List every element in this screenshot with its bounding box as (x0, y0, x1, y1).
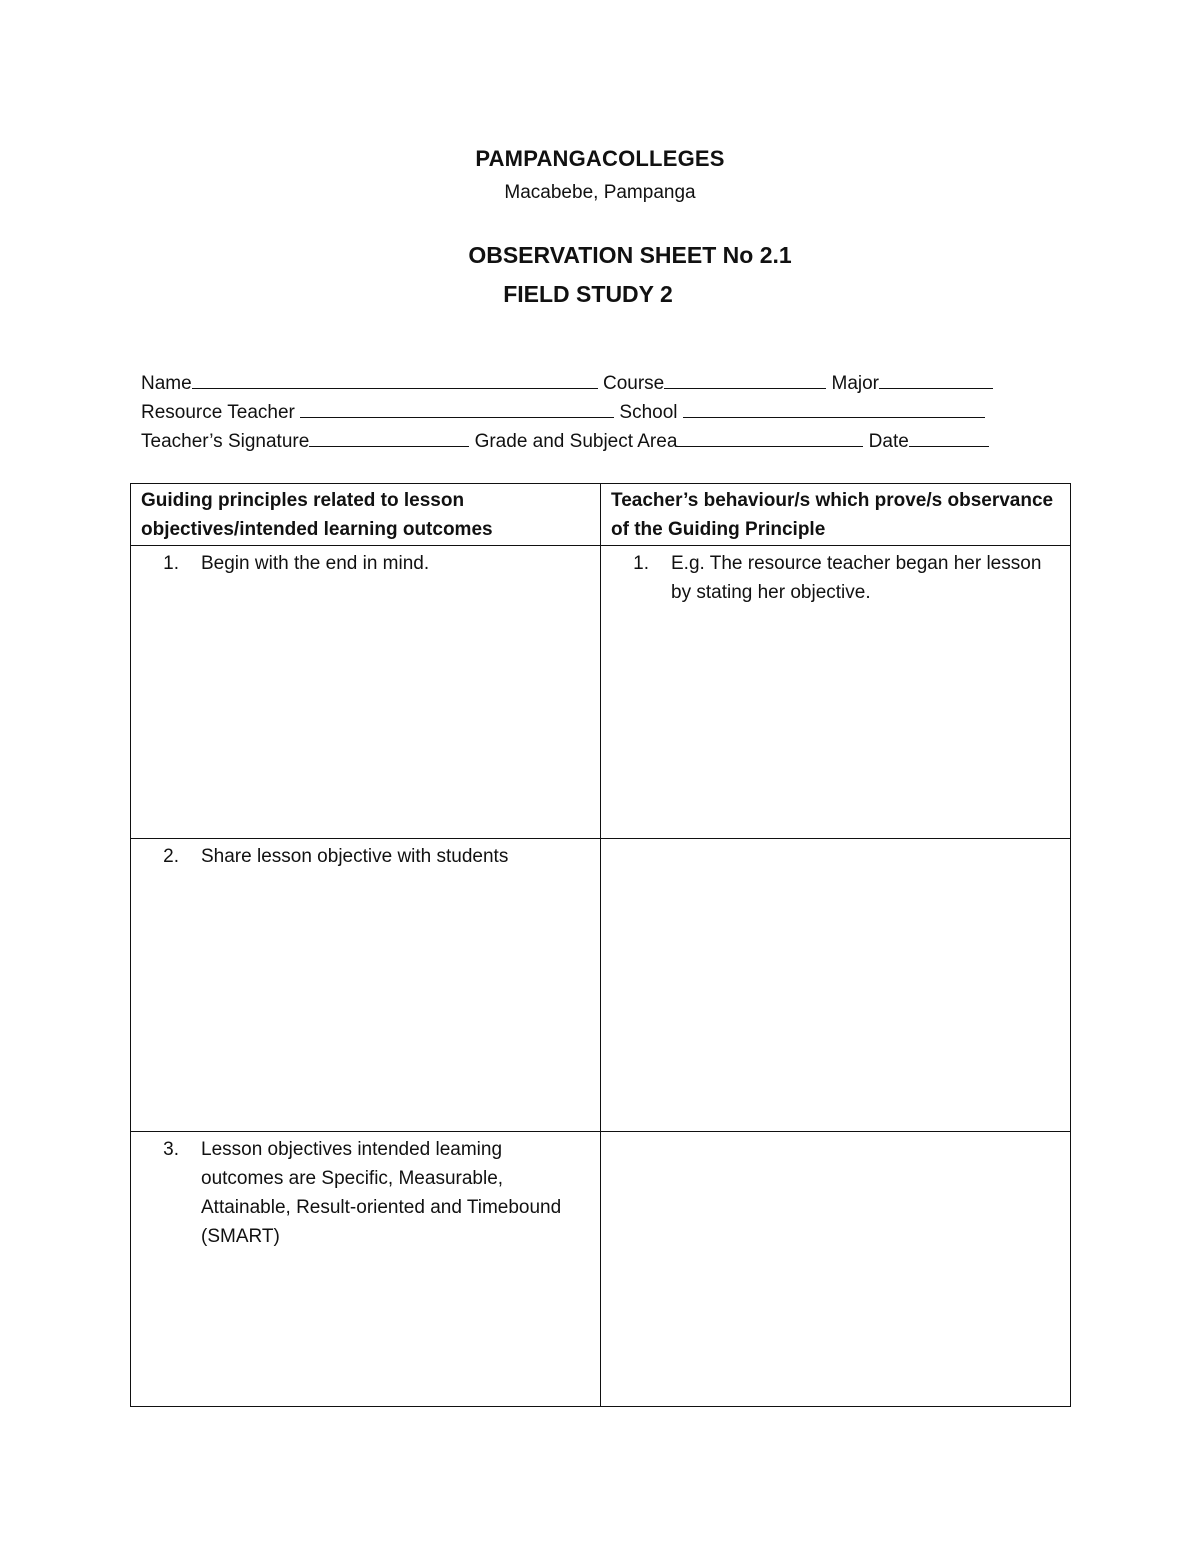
signature-blank[interactable] (309, 429, 469, 447)
sheet-title: OBSERVATION SHEET No 2.1 (468, 242, 792, 268)
course-label: Course (602, 373, 665, 394)
name-blank[interactable] (192, 371, 598, 389)
table-row (131, 546, 1071, 839)
school-label: School (619, 402, 678, 423)
date-blank[interactable] (909, 429, 989, 447)
major-label: Major (831, 373, 880, 394)
principle-number: 3. (163, 1139, 179, 1160)
info-line-teacher-school (141, 400, 985, 425)
date-label: Date (868, 431, 909, 452)
behaviour-text: E.g. The resource teacher began her lesson by stating her objective. (671, 553, 1042, 603)
major-blank[interactable] (879, 371, 993, 389)
behaviour-number: 1. (633, 553, 649, 574)
resource-teacher-blank[interactable] (300, 400, 614, 418)
table-header-row (131, 484, 1071, 546)
info-line-signature-grade-date (141, 429, 989, 454)
principle-text: Begin with the end in mind. (201, 553, 430, 574)
observation-table (130, 483, 1071, 1407)
signature-label: Teacher’s Signature (141, 431, 310, 452)
grade-subject-label: Grade and Subject Area (474, 431, 678, 452)
info-line-name-course-major (141, 371, 993, 396)
behaviour-cell[interactable] (601, 1132, 1071, 1407)
principle-cell (131, 839, 601, 1132)
name-label: Name (141, 373, 192, 394)
behaviour-cell[interactable] (601, 546, 1071, 839)
table-row (131, 1132, 1071, 1407)
resource-teacher-label: Resource Teacher (141, 402, 295, 423)
principles-column-header: Guiding principles related to lesson objectives/intended learning outcomes (131, 484, 601, 546)
principle-cell (131, 546, 601, 839)
college-name: PAMPANGACOLLEGES (475, 146, 725, 171)
principle-text: Lesson objectives intended leaming outcomes are Specific, Measurable, Attainable, Result-oriented and Timebound (SMART) (201, 1139, 562, 1247)
principle-text: Share lesson objective with students (201, 846, 509, 867)
course-blank[interactable] (664, 371, 826, 389)
sheet-subtitle: FIELD STUDY 2 (503, 281, 673, 307)
behaviour-column-header: Teacher’s behaviour/s which prove/s observance of the Guiding Principle (601, 484, 1071, 546)
college-location: Macabebe, Pampanga (504, 182, 696, 203)
principle-number: 2. (163, 846, 179, 867)
grade-subject-blank[interactable] (677, 429, 863, 447)
behaviour-cell[interactable] (601, 839, 1071, 1132)
school-blank[interactable] (683, 400, 985, 418)
principle-number: 1. (163, 553, 179, 574)
principle-cell (131, 1132, 601, 1407)
table-row (131, 839, 1071, 1132)
